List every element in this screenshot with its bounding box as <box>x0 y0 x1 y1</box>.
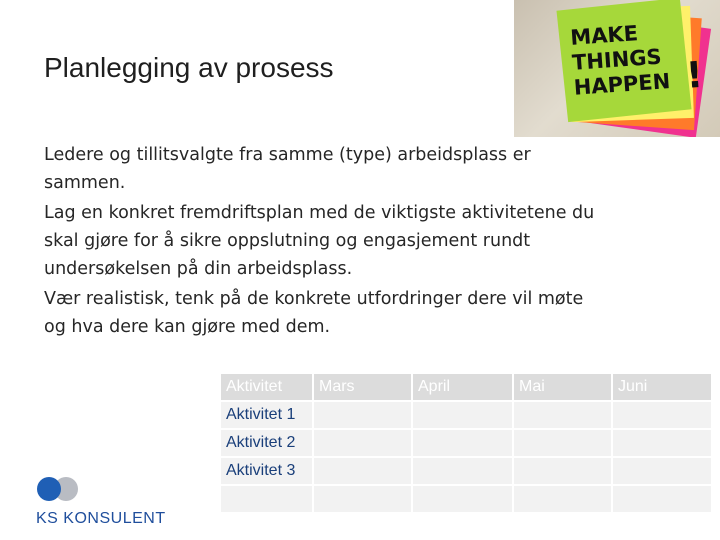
sticky-notes-photo <box>514 0 720 137</box>
body-paragraph: Ledere og tillitsvalgte fra samme (type) arbeidsplass er sammen. <box>44 145 531 193</box>
table-cell <box>514 486 611 512</box>
body-paragraph: Vær realistisk, tenk på de konkrete utfordringer dere vil møte og hva dere kan gjøre med dem. <box>44 289 584 337</box>
table-cell: Aktivitet 1 <box>221 402 312 428</box>
hero-line-1: MAKE <box>569 21 639 50</box>
table-cell <box>613 430 711 456</box>
hero-line-3: HAPPEN <box>573 69 671 100</box>
table-cell <box>613 458 711 484</box>
table-cell <box>314 486 411 512</box>
table-cell <box>221 486 312 512</box>
table-row <box>221 402 711 428</box>
header-cell-april: April <box>413 374 512 400</box>
logo-blue-circle <box>37 477 61 501</box>
header-cell-juni: Juni <box>613 374 711 400</box>
table-cell: Aktivitet 3 <box>221 458 312 484</box>
table-cell <box>514 430 611 456</box>
header-cell-mars: Mars <box>314 374 411 400</box>
hero-line-2: THINGS <box>571 44 663 75</box>
activity-plan-table <box>219 372 713 514</box>
table-cell <box>413 486 512 512</box>
table-row <box>221 458 711 484</box>
slide-body <box>44 141 604 343</box>
table-cell <box>314 402 411 428</box>
table-row <box>221 486 711 512</box>
table-row <box>221 430 711 456</box>
header-cell-mai: Mai <box>514 374 611 400</box>
table-cell: Aktivitet 2 <box>221 430 312 456</box>
hero-exclamation: ! <box>684 54 705 97</box>
logo-wordmark: KS KONSULENT <box>36 510 166 527</box>
table-cell <box>613 402 711 428</box>
slide-title: Planlegging av prosess <box>44 52 334 83</box>
table-cell <box>413 430 512 456</box>
table-cell <box>314 458 411 484</box>
table-cell <box>413 402 512 428</box>
table-cell <box>514 402 611 428</box>
table-cell <box>514 458 611 484</box>
header-cell-aktivitet: Aktivitet <box>221 374 312 400</box>
make-things-happen-text <box>569 18 705 100</box>
table-cell <box>314 430 411 456</box>
table-cell <box>613 486 711 512</box>
table-cell <box>413 458 512 484</box>
table-header-row <box>221 374 711 400</box>
body-paragraph: Lag en konkret fremdriftsplan med de viktigste aktivitetene du skal gjøre for å sikre oppslutning og engasjement rundt undersøkelsen på din arbeidsplass. <box>44 203 595 279</box>
